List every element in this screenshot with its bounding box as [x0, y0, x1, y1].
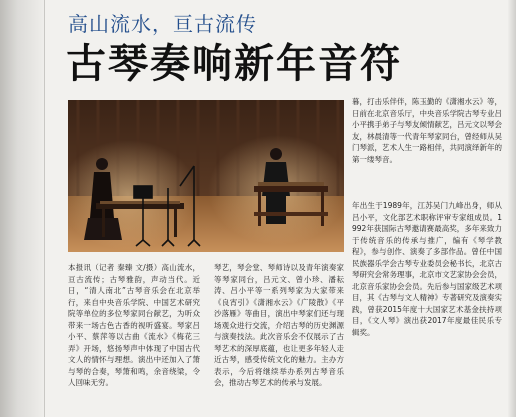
- page-fold: [44, 0, 45, 417]
- article-column-a: 暮，打击乐伴伴，陈玉勤的《潇湘水云》等，日前在北京音乐厅，中央音乐学院古琴专业吕小平携手弟子与琴友倾情献艺，吕元文以琴会友，林晨清等一代青年琴家同台，曾经师从吴门琴派，艺术人生一路相伴，共同演绎新年的第一缕琴音。: [352, 97, 502, 164]
- page-edge: [508, 0, 516, 417]
- page-gutter: [0, 0, 44, 417]
- concert-photo: [68, 100, 344, 252]
- article-column-c: 琴艺，琴会堂、琴师诗以及青年演奏家等琴家同台，吕元文、曾小珍、潘耘涛、吕小平等一系列琴家为大家带来《良宵引》《潇湘水云》《广陵散》《平沙落雁》等曲目，演出中琴家们还与现场观众进行交流，介绍古琴的历史渊源与演奏技法。此次音乐会不仅展示了古琴艺术的深厚底蕴，也让更多年轻人走近古琴，感受传统文化的魅力。主办方表示，今后将继续举办系列古琴音乐会，推动古琴艺术的传承与发展。: [214, 263, 344, 387]
- article-headline: 古琴奏响新年音符: [66, 41, 402, 87]
- article-subtitle: 高山流水，亘古流传: [68, 12, 257, 36]
- concert-illustration: [68, 100, 344, 252]
- article-column-b: 本报讯（记者 秦臻 文/摄）高山流水，亘古流传；古琴雅韵，声动当代。近日，“清人南北”古琴音乐会在北京举行，来自中央音乐学院、中国艺术研究院等单位的多位琴家同台献艺，为听众带来一场古色古香的视听盛宴。琴家吕小平、蔡萍等以古曲《流水》《梅花三弄》开场，悠扬琴声中体现了中国古代文人的情怀与理想。演出中还加入了箫与琴的合奏，琴箫和鸣，余音绕梁，令人回味无穷。: [68, 263, 200, 387]
- article-column-d: 年出生于1989年，江苏吴门九峰出身，师从吕小平，文化部艺术职称评审专家组成员。1992年获国际古琴邀请赛最高奖，多年来致力于传统音乐的传承与推广，编有《琴学教程》，参与创作、演奏了多部作品。曾任中国民族器乐学会古琴专业委员会秘书长，北京古琴研究会常务理事，北京市文艺家协会会员，北京音乐家协会会员。先后参与国家级艺术项目，其《古琴与文人精神》专著研究及演奏实践，曾获2015年度十大国家艺术基金扶持项目，《文人琴》演出获2017年度最佳民乐专辑奖。: [352, 201, 502, 337]
